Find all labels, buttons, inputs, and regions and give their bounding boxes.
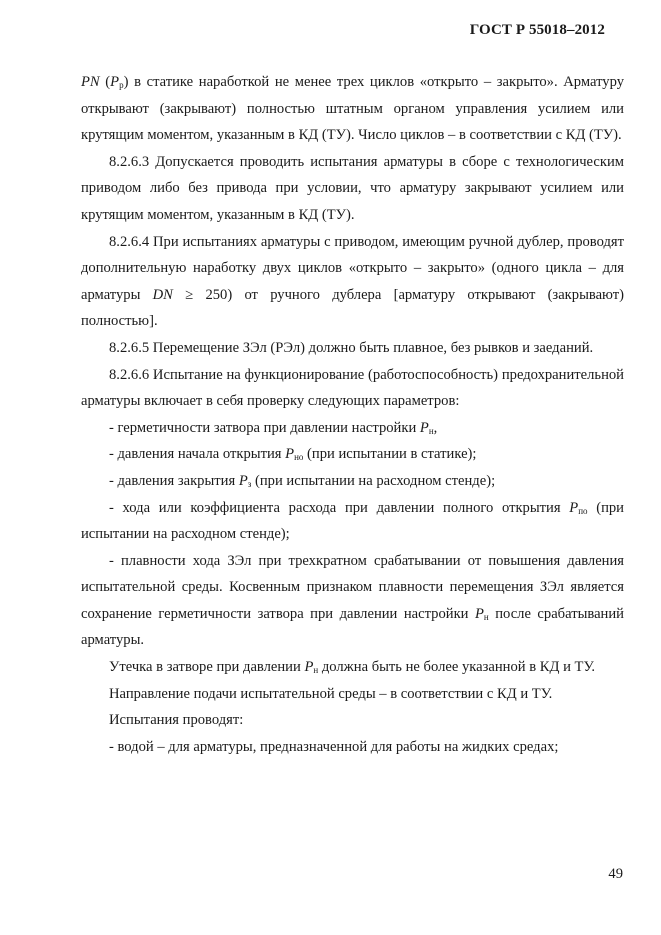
list-item-seal-tightness: - герметичности затвора при давлении настройки $P_н$,: [109, 419, 438, 436]
paragraph-8-2-6-6: 8.2.6.6 Испытание на функционирование (работоспособность) предохранительной арматуры включает в себя проверку следующих параметров:: [81, 366, 624, 410]
paragraph-flow-direction: Направление подачи испытательной среды – в соответствии с КД и ТУ.: [109, 685, 553, 702]
paragraph-8-2-6-5: 8.2.6.5 Перемещение ЗЭл (РЭл) должно быть плавное, без рывков и заеданий.: [109, 339, 594, 356]
paragraph-8-2-6-3: 8.2.6.3 Допускается проводить испытания арматуры в сборе с технологическим приводом либо без привода при условии, что арматуру закрывают усилием или крутящим моментом, указанным в КД (ТУ).: [81, 153, 624, 223]
list-item-smoothness: - плавности хода ЗЭл при трехкратном срабатывании от повышения давления испытательной среды. Косвенным признаком плавности перемещения ЗЭл является сохранение герметичности затвора при давлении настройки $P_н$ после срабатываний арматуры.: [81, 552, 624, 649]
page-number: 49: [608, 866, 623, 882]
paragraph-leakage: Утечка в затворе при давлении $P_н$ должна быть не более указанной в КД и ТУ.: [109, 659, 596, 676]
list-item-opening-pressure: - давления начала открытия $P_{но}$ (при испытании в статике);: [109, 446, 477, 463]
list-item-stroke-flow: - хода или коэффициента расхода при давлении полного открытия $P_{по}$ (при испытании на расходном стенде);: [81, 499, 624, 543]
page-body: [81, 69, 624, 760]
list-item-closing-pressure: - давления закрытия $P_з$ (при испытании на расходном стенде);: [109, 472, 496, 489]
paragraph-p1: PN $(P_р)$ в статике наработкой не менее трех циклов «открыто – закрыто». Арматуру открывают (закрывают) полностью штатным органом управления усилием или крутящим моментом, указанным в КД (ТУ). Число циклов – в соответствии с КД (ТУ).: [81, 74, 624, 144]
paragraph-tests-conducted: Испытания проводят:: [109, 712, 244, 729]
standard-header: ГОСТ Р 55018–2012: [469, 22, 605, 38]
list-item-water: - водой – для арматуры, предназначенной для работы на жидких средах;: [109, 738, 559, 755]
paragraph-8-2-6-4: 8.2.6.4 При испытаниях арматуры с приводом, имеющим ручной дублер, проводят дополнительную наработку двух циклов «открыто – закрыто» (одного цикла – для арматуры DN ≥ 250) от ручного дублера [арматуру открывают (закрывают) полностью].: [81, 233, 624, 330]
